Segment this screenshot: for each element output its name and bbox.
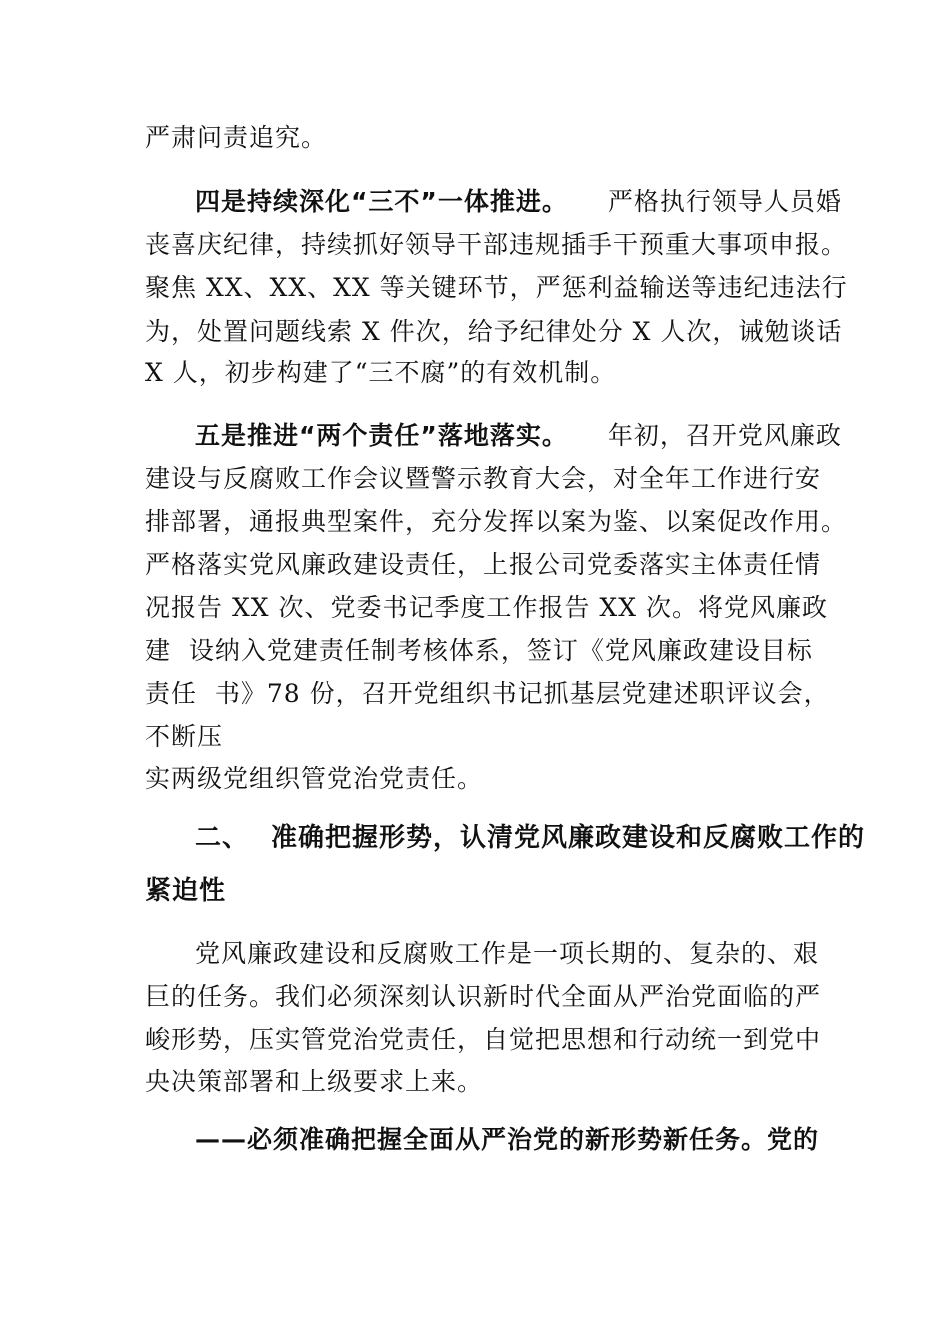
- paragraph-line: 况报告 XX 次、党委书记季度工作报告 XX 次。将党风廉政: [145, 593, 828, 622]
- subheading: ——必须准确把握全面从严治党的新形势新任务。党的: [195, 1125, 820, 1154]
- section-title: 准确把握形势，认清党风廉政建设和反腐败工作的: [271, 823, 866, 853]
- item4-line1-rest: 严格执行领导人员婚: [607, 187, 842, 216]
- paragraph-line: 不断压: [145, 722, 224, 751]
- section-heading: [195, 822, 865, 854]
- paragraph-line: 为，处置问题线索 X 件次，给予纪律处分 X 人次，诫勉谈话: [145, 317, 843, 346]
- item5-line1-rest: 年初，召开党风廉政: [607, 421, 842, 450]
- paragraph-line: 巨的任务。我们必须深刻认识新时代全面从严治党面临的严: [145, 982, 822, 1011]
- paragraph-line: 严肃问责追究。: [145, 123, 328, 152]
- paragraph-line: 实两级党组织管党治党责任。: [145, 764, 484, 793]
- section-number: 二、: [195, 823, 250, 853]
- item5-first-line: [195, 420, 842, 452]
- paragraph-line: 建设与反腐败工作会议暨警示教育大会，对全年工作进行安: [145, 464, 822, 493]
- paragraph-line: 央决策部署和上级要求上来。: [145, 1067, 484, 1096]
- item4-first-line: [195, 186, 842, 218]
- item4-heading: 四是持续深化“三不”一体推进。: [195, 187, 568, 216]
- paragraph-line: 丧喜庆纪律，持续抓好领导干部违规插手干预重大事项申报。: [145, 230, 848, 259]
- paragraph-line: 责任 书》78 份，召开党组织书记抓基层党建述职评议会，: [145, 679, 830, 708]
- paragraph-line: 聚焦 XX、XX、XX 等关键环节，严惩利益输送等违纪违法行: [145, 273, 848, 302]
- paragraph-line: 建 设纳入党建责任制考核体系，签订《党风廉政建设目标: [145, 636, 813, 665]
- paragraph-line: X 人，初步构建了“三不腐”的有效机制。: [145, 358, 617, 387]
- paragraph-line: 排部署，通报典型案件，充分发挥以案为鉴、以案促改作用。: [145, 507, 848, 536]
- paragraph-line: 峻形势，压实管党治党责任，自觉把思想和行动统一到党中: [145, 1025, 822, 1054]
- paragraph-line: 严格落实党风廉政建设责任，上报公司党委落实主体责任情: [145, 550, 822, 579]
- item5-heading: 五是推进“两个责任”落地落实。: [195, 421, 568, 450]
- section-heading-cont: 紧迫性: [145, 876, 227, 906]
- paragraph-line: 党风廉政建设和反腐败工作是一项长期的、复杂的、艰: [195, 939, 820, 968]
